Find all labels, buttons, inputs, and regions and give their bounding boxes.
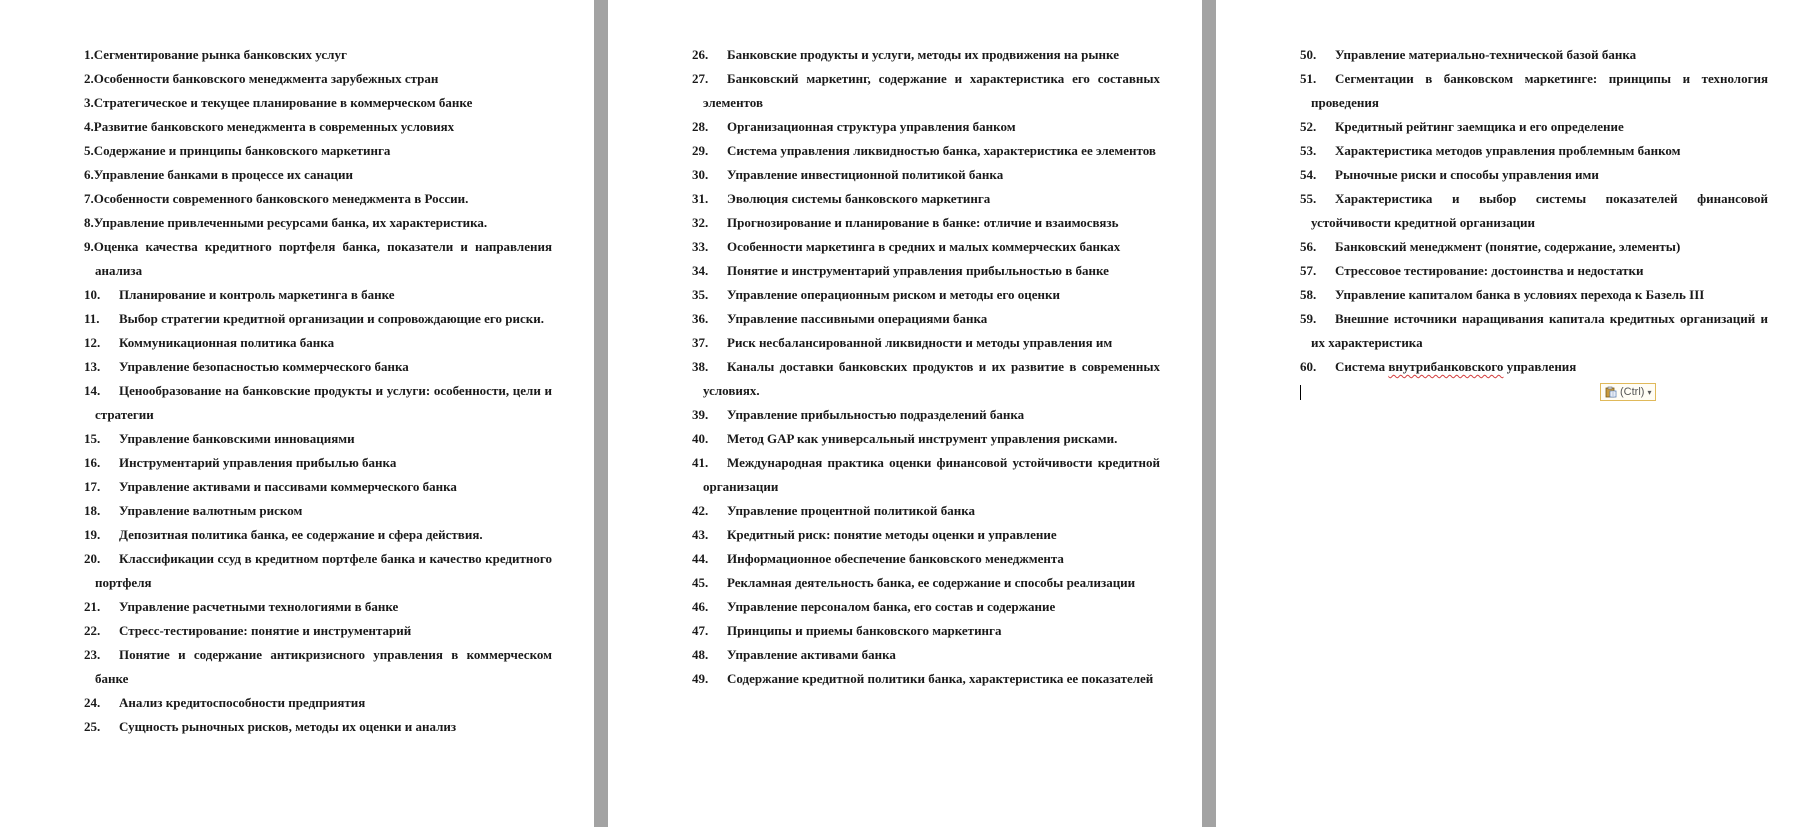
list-item (692, 619, 1160, 643)
list-item (692, 547, 1160, 571)
list-item-text: Управление безопасностью коммерческого банка (119, 359, 409, 374)
list-item (692, 595, 1160, 619)
document-page-1[interactable] (0, 0, 594, 827)
list-item (692, 67, 1160, 115)
list-item (692, 283, 1160, 307)
list-item (692, 499, 1160, 523)
list-item (84, 715, 552, 739)
list-item-number: 32. (692, 215, 709, 230)
list-item-text: Кредитный риск: понятие методы оценки и управление (727, 527, 1057, 542)
list-item (84, 379, 552, 427)
list-item-number: 37. (692, 335, 709, 350)
list-item (692, 523, 1160, 547)
list-item (692, 403, 1160, 427)
list-item-number: 40. (692, 431, 709, 446)
list-item-text: Управление операционным риском и методы его оценки (727, 287, 1060, 302)
document-page-3[interactable] (1216, 0, 1811, 827)
list-item-number: 1. (84, 47, 94, 62)
list-item-text: Управление активами и пассивами коммерческого банка (119, 479, 457, 494)
list-item (692, 331, 1160, 355)
list-item-text: Стратегическое и текущее планирование в коммерческом банке (93, 95, 473, 110)
list-item-number: 46. (692, 599, 709, 614)
list-item-text: Характеристика и выбор системы показателей финансовой устойчивости кредитной организации (1311, 191, 1768, 230)
list-item-text: Прогнозирование и планирование в банке: отличие и взаимосвязь (727, 215, 1119, 230)
list-item-text: Развитие банковского менеджмента в современных условиях (93, 119, 455, 134)
paste-options-button[interactable] (1600, 383, 1656, 401)
list-item (692, 139, 1160, 163)
list-item-number: 10. (84, 287, 101, 302)
list-item-text: Сегментирование рынка банковских услуг (93, 47, 347, 62)
list-item-number: 38. (692, 359, 709, 374)
list-item (692, 355, 1160, 403)
list-item-number: 21. (84, 599, 101, 614)
list-item-number: 56. (1300, 239, 1317, 254)
list-item-number: 29. (692, 143, 709, 158)
list-item-number: 47. (692, 623, 709, 638)
list-item-number: 54. (1300, 167, 1317, 182)
list-item (84, 595, 552, 619)
list-item (84, 643, 552, 691)
list-item-number: 35. (692, 287, 709, 302)
list-item (84, 67, 552, 91)
list-item (84, 211, 552, 235)
list-item (1300, 163, 1768, 187)
list-item-text: Сегментации в банковском маркетинге: принципы и технология проведения (1311, 71, 1768, 110)
list-item (692, 451, 1160, 499)
list-item-text: Риск несбалансированной ликвидности и методы управления им (727, 335, 1113, 350)
list-item-number: 2. (84, 71, 94, 86)
list-item-number: 41. (692, 455, 709, 470)
list-item-text: Депозитная политика банка, ее содержание и сфера действия. (119, 527, 483, 542)
list-item-text: Инструментарий управления прибылью банка (119, 455, 397, 470)
list-item-text: Информационное обеспечение банковского менеджмента (727, 551, 1064, 566)
list-item (84, 331, 552, 355)
list-item-number: 33. (692, 239, 709, 254)
list-item-text: Анализ кредитоспособности предприятия (119, 695, 366, 710)
list-item-text: Понятие и содержание антикризисного управления в коммерческом банке (95, 647, 552, 686)
list-item (84, 163, 552, 187)
list-item (84, 427, 552, 451)
list-item-number: 15. (84, 431, 101, 446)
list-item (84, 523, 552, 547)
list-item-number: 49. (692, 671, 709, 686)
list-item-text: Система (1335, 359, 1389, 374)
list-item-text: Рекламная деятельность банка, ее содержание и способы реализации (727, 575, 1136, 590)
list-item-text: Рыночные риски и способы управления ими (1335, 167, 1599, 182)
list-item (692, 259, 1160, 283)
list-item-text: Стрессовое тестирование: достоинства и недостатки (1335, 263, 1644, 278)
list-item-text: Каналы доставки банковских продуктов и их развитие в современных условиях. (703, 359, 1160, 398)
list-item (692, 307, 1160, 331)
list-item-text: Управление прибыльностью подразделений банка (727, 407, 1025, 422)
list-item-text: Особенности маркетинга в средних и малых коммерческих банках (727, 239, 1121, 254)
list-item-text: Система управления ликвидностью банка, характеристика ее элементов (727, 143, 1156, 158)
list-item (1300, 283, 1768, 307)
list-item-number: 24. (84, 695, 101, 710)
list-item-number: 19. (84, 527, 101, 542)
list-item-text: Управление банками в процессе их санации (93, 167, 353, 182)
list-item-number: 59. (1300, 311, 1317, 326)
list-item-number: 58. (1300, 287, 1317, 302)
chevron-down-icon: ▾ (1647, 387, 1652, 397)
list-item-number: 17. (84, 479, 101, 494)
list-item (1300, 139, 1768, 163)
list-item-number: 52. (1300, 119, 1317, 134)
list-item-number: 12. (84, 335, 101, 350)
list-item (1300, 115, 1768, 139)
list-item (84, 115, 552, 139)
list-item-text: Международная практика оценки финансовой устойчивости кредитной организации (703, 455, 1160, 494)
list-item-text: Классификации ссуд в кредитном портфеле банка и качество кредитного портфеля (95, 551, 552, 590)
list-item-text: Сущность рыночных рисков, методы их оценки и анализ (119, 719, 457, 734)
list-item-text: Понятие и инструментарий управления прибыльностью в банке (727, 263, 1109, 278)
list-item-text: Коммуникационная политика банка (119, 335, 335, 350)
list-item-text: Управление расчетными технологиями в банке (119, 599, 399, 614)
list-item (692, 235, 1160, 259)
list-item (1300, 259, 1768, 283)
list-item-number: 42. (692, 503, 709, 518)
list-item-number: 14. (84, 383, 101, 398)
list-item-text: Планирование и контроль маркетинга в банке (119, 287, 395, 302)
list-item (84, 499, 552, 523)
list-item (84, 139, 552, 163)
list-item (692, 643, 1160, 667)
list-item-text: Управление капиталом банка в условиях перехода к Базель III (1335, 287, 1705, 302)
list-item-text: Управление активами банка (727, 647, 896, 662)
spellcheck-flagged-word[interactable]: внутрибанковского (1388, 359, 1504, 374)
list-item (692, 187, 1160, 211)
list-item (84, 43, 552, 67)
list-item-text: Ценообразование на банковские продукты и услуги: особенности, цели и стратегии (95, 383, 552, 422)
list-item-number: 23. (84, 647, 101, 662)
list-item-text: Управление процентной политикой банка (727, 503, 976, 518)
list-item-text: Содержание и принципы банковского маркетинга (93, 143, 391, 158)
list-item (84, 451, 552, 475)
list-item (84, 91, 552, 115)
list-item-text: Характеристика методов управления проблемным банком (1335, 143, 1681, 158)
list-item-number: 30. (692, 167, 709, 182)
list-item-number: 57. (1300, 263, 1317, 278)
list-item-number: 7. (84, 191, 94, 206)
list-item-text: Особенности банковского менеджмента зарубежных стран (93, 71, 439, 86)
list-item (692, 163, 1160, 187)
list-item-number: 11. (84, 311, 100, 326)
question-list-page-2 (692, 43, 1160, 691)
list-item-number: 16. (84, 455, 101, 470)
question-list-page-1 (84, 43, 552, 739)
list-item-number: 55. (1300, 191, 1317, 206)
list-item (84, 307, 552, 331)
list-item-text: управления (1503, 359, 1577, 374)
list-item-number: 44. (692, 551, 709, 566)
list-item-text: Управление материально-технической базой банка (1335, 47, 1637, 62)
list-item-number: 48. (692, 647, 709, 662)
list-item-number: 6. (84, 167, 94, 182)
list-item-text: Банковский маркетинг, содержание и характеристика его составных элементов (703, 71, 1160, 110)
list-item-number: 20. (84, 551, 101, 566)
list-item (1300, 355, 1768, 379)
list-item (692, 211, 1160, 235)
list-item (692, 571, 1160, 595)
list-item (84, 547, 552, 595)
list-item-text: Особенности современного банковского менеджмента в России. (93, 191, 469, 206)
list-item (692, 667, 1160, 691)
list-item-number: 25. (84, 719, 101, 734)
list-item-number: 9. (84, 239, 94, 254)
list-item-number: 53. (1300, 143, 1317, 158)
list-item (1300, 235, 1768, 259)
list-item (692, 115, 1160, 139)
list-item (84, 235, 552, 283)
list-item (84, 619, 552, 643)
list-item-number: 34. (692, 263, 709, 278)
list-item-text: Кредитный рейтинг заемщика и его определение (1335, 119, 1624, 134)
text-cursor (1300, 385, 1301, 400)
list-item-number: 28. (692, 119, 709, 134)
list-item-number: 60. (1300, 359, 1317, 374)
list-item-text: Содержание кредитной политики банка, характеристика ее показателей (727, 671, 1154, 686)
question-list-page-3 (1300, 43, 1768, 379)
list-item-text: Управление инвестиционной политикой банка (727, 167, 1004, 182)
list-item-number: 39. (692, 407, 709, 422)
list-item-number: 43. (692, 527, 709, 542)
list-item (1300, 67, 1768, 115)
list-item-number: 4. (84, 119, 94, 134)
list-item-number: 22. (84, 623, 101, 638)
list-item-number: 27. (692, 71, 709, 86)
list-item-number: 31. (692, 191, 709, 206)
list-item-number: 51. (1300, 71, 1317, 86)
list-item-text: Метод GAP как универсальный инструмент управления рисками. (727, 431, 1118, 446)
list-item-text: Управление банковскими инновациями (119, 431, 355, 446)
list-item-text: Управление валютным риском (119, 503, 303, 518)
list-item (84, 691, 552, 715)
list-item-text: Организационная структура управления банком (727, 119, 1016, 134)
list-item-text: Управление персоналом банка, его состав и содержание (727, 599, 1056, 614)
list-item-number: 5. (84, 143, 94, 158)
list-item-text: Принципы и приемы банковского маркетинга (727, 623, 1002, 638)
list-item-number: 36. (692, 311, 709, 326)
list-item (1300, 307, 1768, 355)
list-item-text: Управление пассивными операциями банка (727, 311, 988, 326)
list-item-text: Выбор стратегии кредитной организации и сопровождающие его риски. (119, 311, 544, 326)
list-item (1300, 43, 1768, 67)
list-item-number: 26. (692, 47, 709, 62)
list-item-text: Оценка качества кредитного портфеля банка, показатели и направления анализа (93, 239, 552, 278)
paste-options-label: (Ctrl) (1620, 386, 1645, 398)
list-item-number: 18. (84, 503, 101, 518)
list-item-number: 3. (84, 95, 94, 110)
document-page-2[interactable] (608, 0, 1202, 827)
list-item-text: Банковские продукты и услуги, методы их продвижения на рынке (727, 47, 1119, 62)
list-item-number: 13. (84, 359, 101, 374)
list-item-text: Стресс-тестирование: понятие и инструментарий (119, 623, 412, 638)
list-item-text: Внешние источники наращивания капитала кредитных организаций и их характеристика (1311, 311, 1768, 350)
list-item (84, 187, 552, 211)
list-item (692, 43, 1160, 67)
list-item (1300, 187, 1768, 235)
list-item-number: 50. (1300, 47, 1317, 62)
clipboard-icon (1605, 386, 1617, 398)
list-item (84, 475, 552, 499)
list-item-text: Управление привлеченными ресурсами банка, их характеристика. (93, 215, 488, 230)
list-item-text: Банковский менеджмент (понятие, содержание, элементы) (1335, 239, 1681, 254)
list-item-number: 8. (84, 215, 94, 230)
list-item (84, 283, 552, 307)
list-item-text: Эволюция системы банковского маркетинга (727, 191, 991, 206)
list-item (692, 427, 1160, 451)
list-item (84, 355, 552, 379)
list-item-number: 45. (692, 575, 709, 590)
